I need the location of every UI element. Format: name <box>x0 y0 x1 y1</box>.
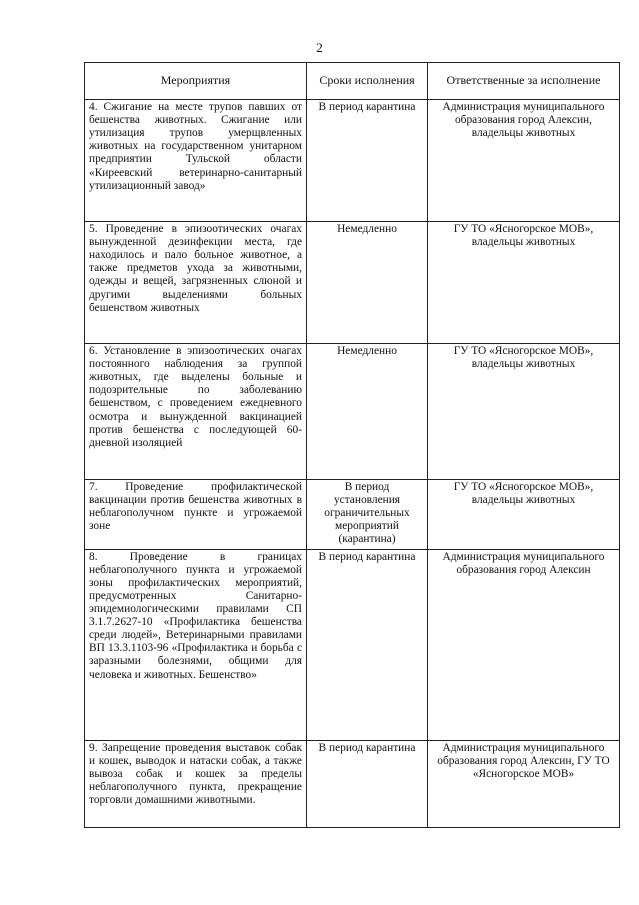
measures-table <box>84 62 620 828</box>
responsible-cell: Администрация муниципального образования город Алексин <box>428 549 620 740</box>
deadline-cell: Немедленно <box>307 222 428 344</box>
measure-cell: 6. Установление в эпизоотических очагах постоянного наблюдения за группой животных, где выделены больные и подозрительные по заболеванию бешенством, с проведением ежедневного осмотра и вынужденной вакцинацией против бешенства с последующей 60-дневной изоляцией <box>85 344 307 480</box>
responsible-cell: Администрация муниципального образования город Алексин, владельцы животных <box>428 100 620 222</box>
header-responsible: Ответственные за исполнение <box>428 63 620 100</box>
header-deadlines: Сроки исполнения <box>307 63 428 100</box>
measure-cell: 7. Проведение профилактической вакцинации против бешенства животных в неблагополучном пункте и угрожаемой зоне <box>85 480 307 550</box>
table-row <box>85 549 620 740</box>
deadline-cell: Немедленно <box>307 344 428 480</box>
responsible-cell: ГУ ТО «Ясногорское МОВ», владельцы животных <box>428 480 620 550</box>
measure-cell: 8. Проведение в границах неблагополучного пункта и угрожаемой зоны профилактических мероприятий, предусмотренных Санитарно-эпидемиологическими правилами СП 3.1.7.2627-10 «Профилактика бешенства среди людей», Ветеринарными правилами ВП 13.3.1103-96 «Профилактика и борьба с заразными болезнями, общими для человека и животных. Бешенство» <box>85 549 307 740</box>
measure-cell: 5. Проведение в эпизоотических очагах вынужденной дезинфекции места, где находилось и пало больное животное, а также предметов ухода за животными, одежды и вещей, загрязненных слюной и другими выделениями больных бешенством животных <box>85 222 307 344</box>
deadline-cell: В период карантина <box>307 100 428 222</box>
table-row <box>85 480 620 550</box>
table-row <box>85 222 620 344</box>
table-header-row <box>85 63 620 100</box>
measure-cell: 9. Запрещение проведения выставок собак и кошек, выводок и натаски собак, а также вывоза собак и кошек за пределы неблагополучного пункта, прекращение торговли домашними животными. <box>85 740 307 827</box>
header-measures: Мероприятия <box>85 63 307 100</box>
table-row <box>85 740 620 827</box>
measure-cell: 4. Сжигание на месте трупов павших от бешенства животных. Сжигание или утилизация трупов умерщвленных животных на государственном унитарном предприятии Тульской области «Киреевский ветеринарно-санитарный утилизационный завод» <box>85 100 307 222</box>
responsible-cell: ГУ ТО «Ясногорское МОВ», владельцы животных <box>428 222 620 344</box>
table-row <box>85 100 620 222</box>
deadline-cell: В период карантина <box>307 549 428 740</box>
deadline-cell: В период установления ограничительных мероприятий (карантина) <box>307 480 428 550</box>
deadline-cell: В период карантина <box>307 740 428 827</box>
table-row <box>85 344 620 480</box>
responsible-cell: Администрация муниципального образования город Алексин, ГУ ТО «Ясногорское МОВ» <box>428 740 620 827</box>
page-number: 2 <box>316 40 323 55</box>
responsible-cell: ГУ ТО «Ясногорское МОВ», владельцы животных <box>428 344 620 480</box>
